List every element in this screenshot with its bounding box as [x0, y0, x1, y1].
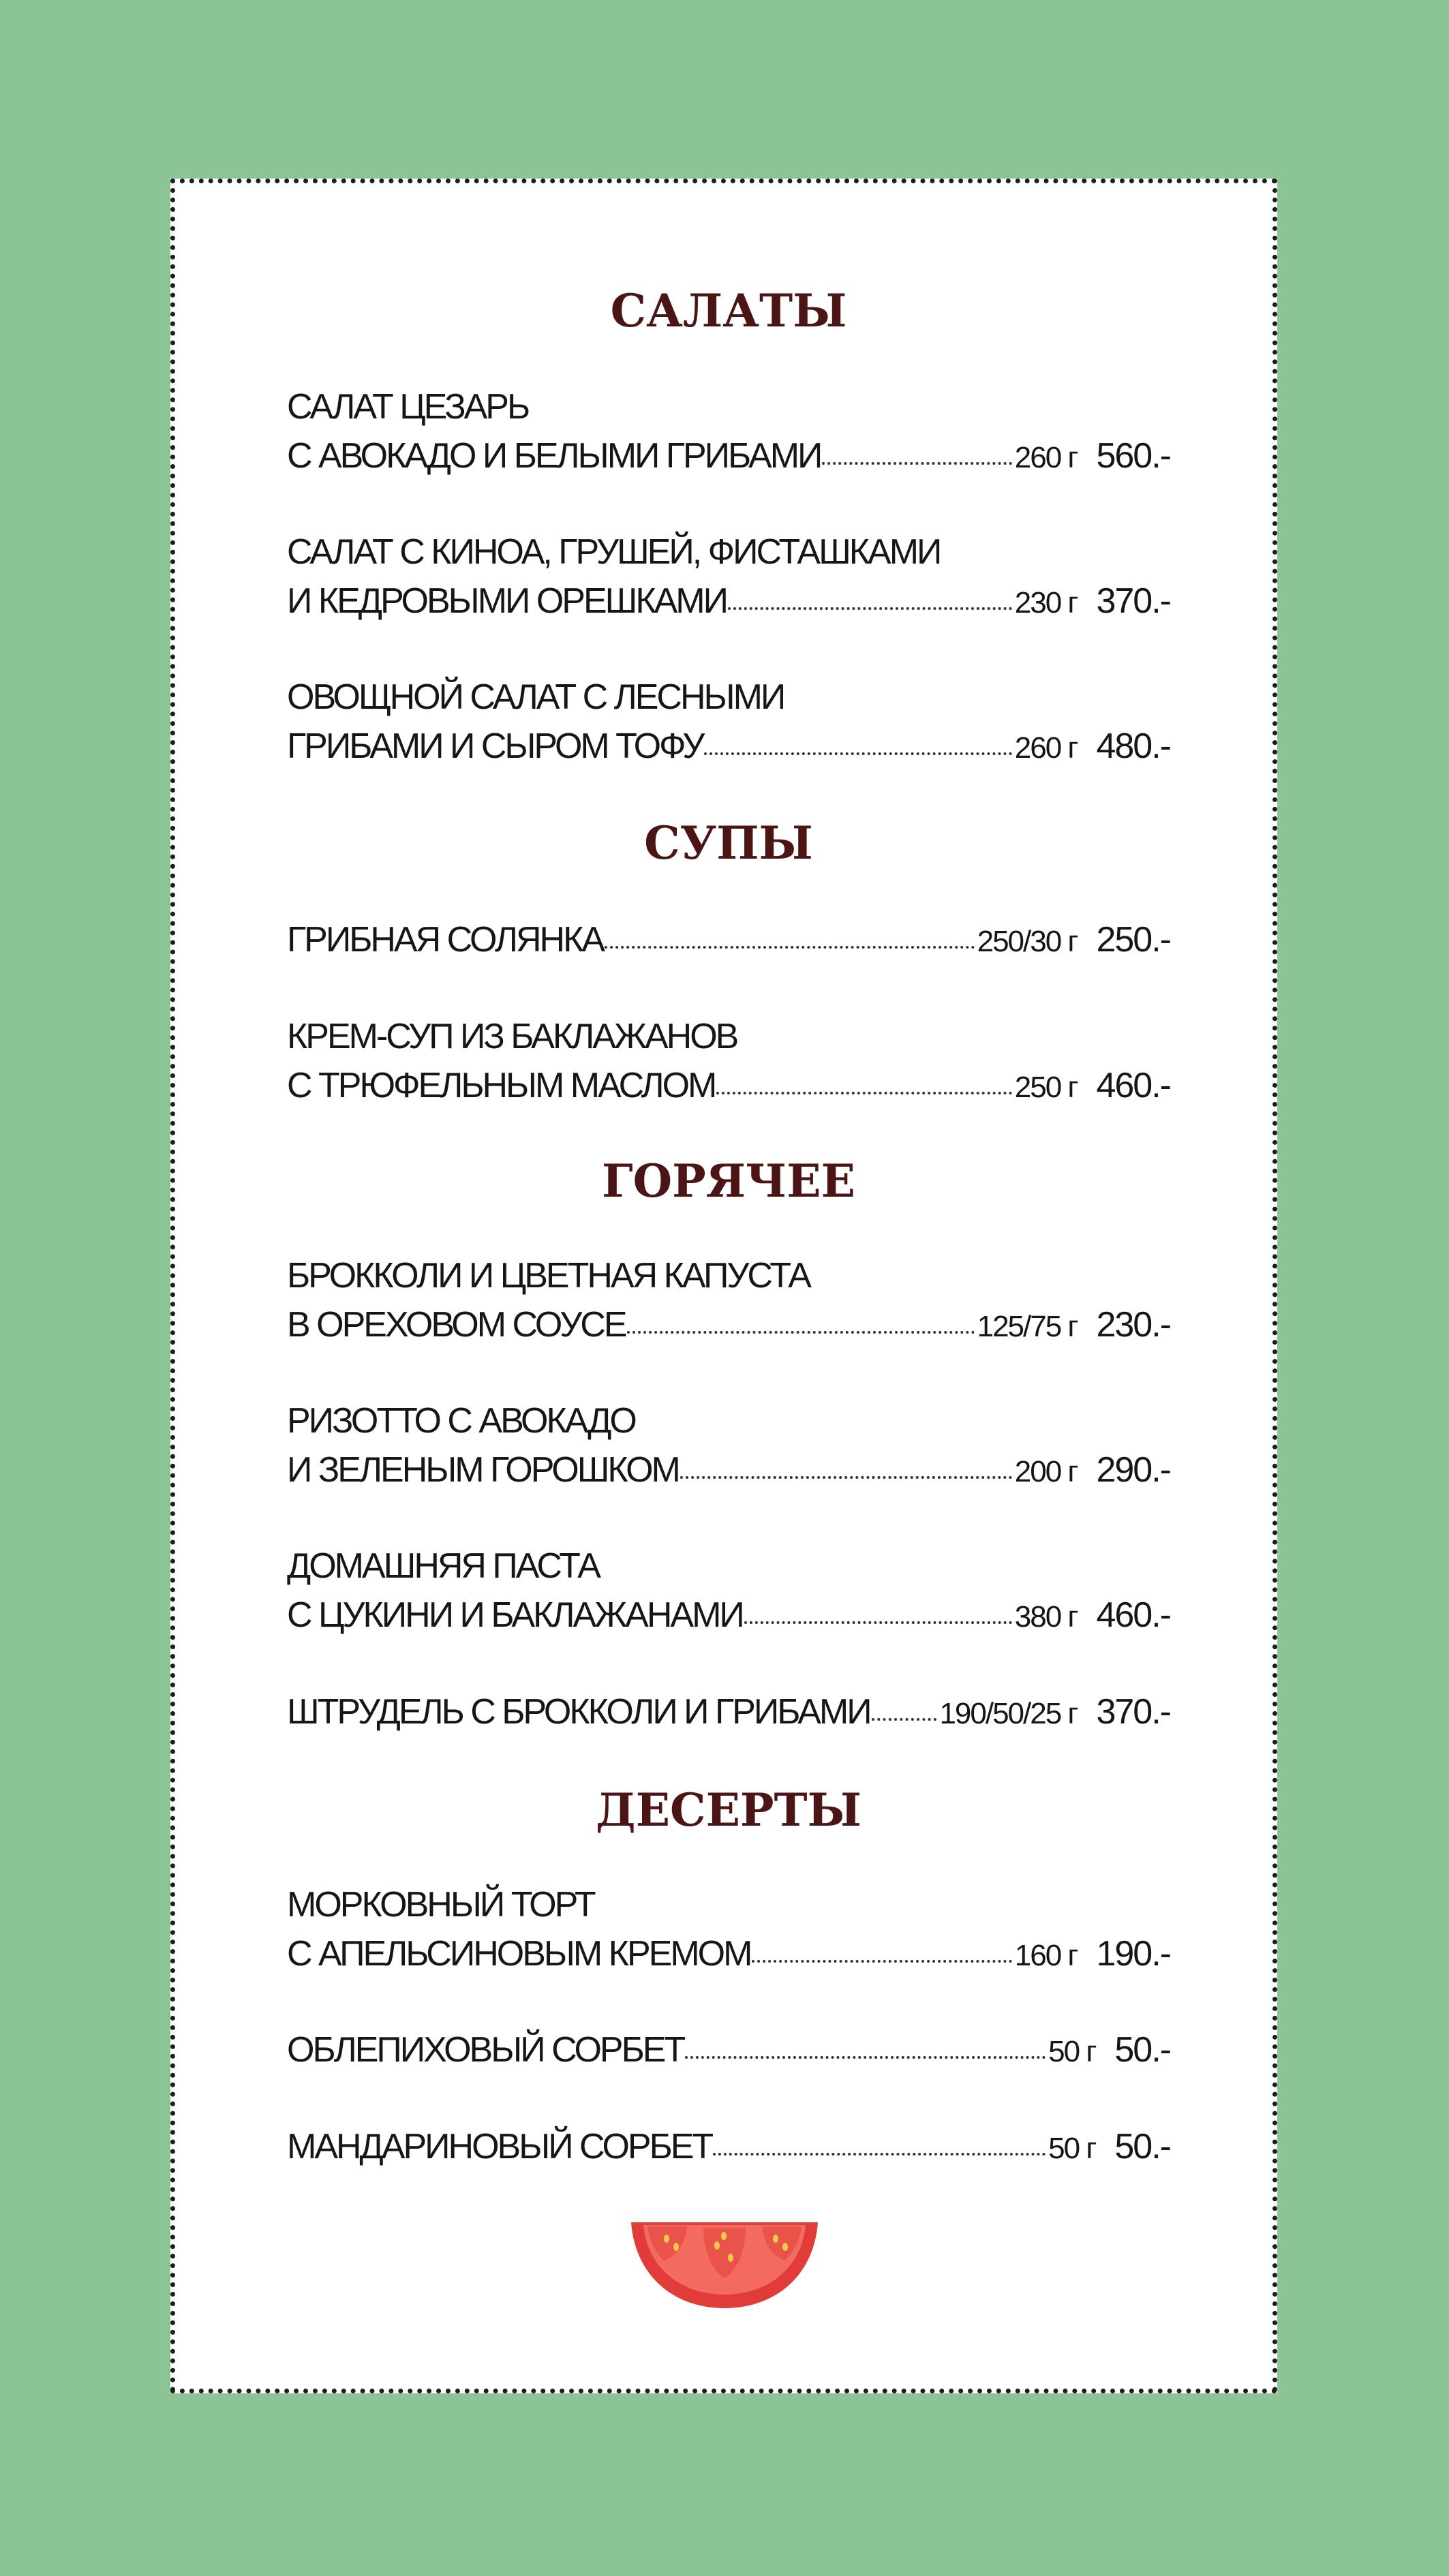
- item-weight: 230 г: [1014, 586, 1078, 619]
- item-name: С АПЕЛЬСИНОВЫМ КРЕМОМ: [287, 1934, 751, 1974]
- item-price: 50.-: [1114, 2030, 1170, 2070]
- item-weight: 260 г: [1014, 731, 1078, 765]
- item-last-line: [287, 2122, 1170, 2171]
- dotted-leader: [744, 1621, 1012, 1624]
- item-weight: 50 г: [1048, 2132, 1096, 2165]
- dotted-leader: [680, 1476, 1012, 1479]
- dotted-leader: [605, 946, 975, 949]
- item-last-line: [287, 577, 1170, 626]
- item-name-line: ОВОЩНОЙ САЛАТ С ЛЕСНЫМИ: [287, 677, 784, 717]
- item-name: И ЗЕЛЕНЫМ ГОРОШКОМ: [287, 1450, 679, 1490]
- item-last-line: [287, 915, 1170, 964]
- item-name-line: РИЗОТТО С АВОКАДО: [287, 1401, 635, 1441]
- item-last-line: [287, 431, 1170, 480]
- item-weight: 380 г: [1014, 1600, 1078, 1634]
- item-last-line: [287, 1687, 1170, 1736]
- tomato-slice-icon: [628, 2218, 821, 2314]
- item-name-line: ДОМАШНЯЯ ПАСТА: [287, 1546, 599, 1586]
- dotted-leader: [752, 1960, 1011, 1963]
- menu-item: [287, 673, 1170, 771]
- menu-item: [287, 382, 1170, 480]
- item-name: ШТРУДЕЛЬ С БРОККОЛИ И ГРИБАМИ: [287, 1692, 870, 1732]
- dotted-leader: [713, 2153, 1046, 2156]
- item-price: 370.-: [1096, 1692, 1170, 1732]
- item-name: И КЕДРОВЫМИ ОРЕШКАМИ: [287, 581, 727, 621]
- item-price: 460.-: [1096, 1595, 1170, 1635]
- dotted-leader: [716, 1092, 1011, 1094]
- menu-item: [287, 1880, 1170, 1978]
- menu-item: [287, 1012, 1170, 1110]
- item-name: МАНДАРИНОВЫЙ СОРБЕТ: [287, 2127, 712, 2166]
- item-last-line: [287, 1591, 1170, 1640]
- item-price: 480.-: [1096, 726, 1170, 766]
- item-price: 230.-: [1096, 1305, 1170, 1345]
- item-weight: 160 г: [1014, 1939, 1078, 1972]
- item-name-line: САЛАТ ЦЕЗАРЬ: [287, 387, 529, 427]
- item-name-line: САЛАТ С КИНОА, ГРУШЕЙ, ФИСТАШКАМИ: [287, 532, 941, 572]
- item-last-line: [287, 2025, 1170, 2074]
- item-weight: 200 г: [1014, 1455, 1078, 1488]
- item-price: 50.-: [1114, 2127, 1170, 2166]
- menu-item: [287, 915, 1170, 964]
- item-price: 290.-: [1096, 1450, 1170, 1490]
- dotted-leader: [822, 462, 1011, 465]
- item-weight: 190/50/25 г: [939, 1697, 1078, 1730]
- item-name: ОБЛЕПИХОВЫЙ СОРБЕТ: [287, 2030, 684, 2070]
- item-name: ГРИБНАЯ СОЛЯНКА: [287, 920, 604, 960]
- item-name: С АВОКАДО И БЕЛЫМИ ГРИБАМИ: [287, 436, 821, 476]
- dotted-leader: [704, 752, 1011, 755]
- section-title-hot-dishes: ГОРЯЧЕЕ: [602, 1154, 855, 1208]
- item-name: В ОРЕХОВОМ СОУСЕ: [287, 1305, 626, 1345]
- item-price: 250.-: [1096, 920, 1170, 960]
- item-price: 560.-: [1096, 436, 1170, 476]
- item-name: С ТРЮФЕЛЬНЫМ МАСЛОМ: [287, 1066, 716, 1105]
- item-weight: 250/30 г: [977, 925, 1078, 958]
- menu-item: [287, 1542, 1170, 1640]
- item-name-line: БРОККОЛИ И ЦВЕТНАЯ КАПУСТА: [287, 1256, 810, 1295]
- item-last-line: [287, 1300, 1170, 1349]
- item-last-line: [287, 722, 1170, 771]
- menu-item: [287, 1687, 1170, 1736]
- dotted-leader: [685, 2056, 1046, 2059]
- item-price: 370.-: [1096, 581, 1170, 621]
- item-weight: 250 г: [1014, 1071, 1078, 1104]
- section-title-salads: САЛАТЫ: [610, 284, 847, 337]
- item-name: С ЦУКИНИ И БАКЛАЖАНАМИ: [287, 1595, 743, 1635]
- item-name-line: МОРКОВНЫЙ ТОРТ: [287, 1885, 594, 1925]
- menu-content: [287, 183, 1170, 2389]
- menu-item: [287, 2122, 1170, 2171]
- item-weight: 50 г: [1048, 2035, 1096, 2068]
- menu-item: [287, 2025, 1170, 2074]
- menu-item: [287, 1251, 1170, 1349]
- dotted-leader: [627, 1331, 975, 1334]
- item-last-line: [287, 1929, 1170, 1978]
- section-title-soups: СУПЫ: [644, 816, 813, 870]
- menu-item: [287, 1396, 1170, 1494]
- item-weight: 125/75 г: [977, 1310, 1078, 1343]
- item-name-line: КРЕМ-СУП ИЗ БАКЛАЖАНОВ: [287, 1017, 737, 1056]
- section-title-desserts: ДЕСЕРТЫ: [596, 1783, 861, 1837]
- item-price: 460.-: [1096, 1066, 1170, 1105]
- item-price: 190.-: [1096, 1934, 1170, 1974]
- item-last-line: [287, 1445, 1170, 1494]
- menu-card: [170, 179, 1277, 2393]
- item-last-line: [287, 1061, 1170, 1110]
- item-weight: 260 г: [1014, 441, 1078, 474]
- menu-item: [287, 527, 1170, 626]
- dotted-leader: [872, 1718, 937, 1721]
- dotted-leader: [728, 607, 1012, 610]
- item-name: ГРИБАМИ И СЫРОМ ТОФУ: [287, 726, 703, 766]
